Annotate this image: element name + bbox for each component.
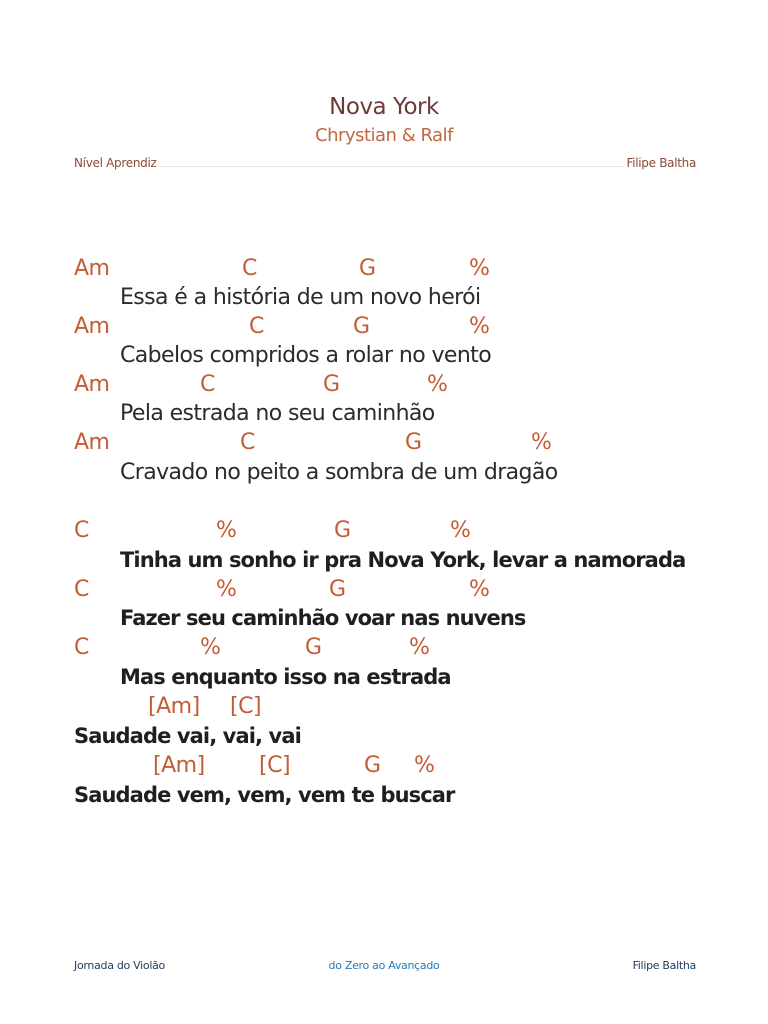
chord: C bbox=[74, 518, 89, 543]
chord: % bbox=[200, 635, 221, 660]
lyric-line: Saudade vai, vai, vai bbox=[74, 724, 301, 748]
chord: G bbox=[334, 518, 351, 543]
chord: Am bbox=[74, 372, 110, 397]
song-title: Nova York bbox=[329, 94, 439, 120]
chord: G bbox=[305, 635, 322, 660]
chord: % bbox=[216, 577, 237, 602]
lyric-line: Tinha um sonho ir pra Nova York, levar a namorada bbox=[120, 548, 686, 572]
chord: Am bbox=[74, 256, 110, 281]
lyric-line: Mas enquanto isso na estrada bbox=[120, 665, 451, 689]
chord: [C] bbox=[230, 694, 262, 719]
divider bbox=[158, 166, 624, 167]
chord: Am bbox=[74, 314, 110, 339]
chord: G bbox=[359, 256, 376, 281]
chord: % bbox=[409, 635, 430, 660]
chord: % bbox=[414, 753, 435, 778]
chord: G bbox=[323, 372, 340, 397]
song-artist: Chrystian & Ralf bbox=[315, 125, 453, 146]
chord: C bbox=[200, 372, 215, 397]
chord: C bbox=[240, 430, 255, 455]
level-label: Nível Aprendiz bbox=[74, 156, 157, 170]
chord: G bbox=[405, 430, 422, 455]
lyric-line: Saudade vem, vem, vem te buscar bbox=[74, 783, 455, 807]
chord: [C] bbox=[259, 753, 291, 778]
chord: C bbox=[74, 577, 89, 602]
lyric-line: Essa é a história de um novo herói bbox=[120, 285, 481, 310]
chord: C bbox=[74, 635, 89, 660]
lyric-line: Cabelos compridos a rolar no vento bbox=[120, 343, 492, 368]
lyric-line: Fazer seu caminhão voar nas nuvens bbox=[120, 606, 526, 630]
chord: [Am] bbox=[148, 694, 200, 719]
chord: % bbox=[469, 577, 490, 602]
chord: % bbox=[216, 518, 237, 543]
chord: Am bbox=[74, 430, 110, 455]
chord: C bbox=[242, 256, 257, 281]
lyric-line: Pela estrada no seu caminhão bbox=[120, 401, 435, 426]
chord: % bbox=[531, 430, 552, 455]
chord: [Am] bbox=[153, 753, 205, 778]
author-label: Filipe Baltha bbox=[626, 156, 696, 170]
footer-author: Filipe Baltha bbox=[632, 959, 696, 972]
footer-subtitle: do Zero ao Avançado bbox=[328, 959, 440, 972]
chord: % bbox=[469, 314, 490, 339]
chord: % bbox=[469, 256, 490, 281]
chord: C bbox=[249, 314, 264, 339]
chord: G bbox=[353, 314, 370, 339]
meta-row bbox=[74, 152, 696, 170]
chord: G bbox=[329, 577, 346, 602]
chord: G bbox=[364, 753, 381, 778]
footer-course: Jornada do Violão bbox=[74, 959, 165, 972]
chord: % bbox=[450, 518, 471, 543]
lyric-line: Cravado no peito a sombra de um dragão bbox=[120, 460, 558, 485]
chord: % bbox=[427, 372, 448, 397]
